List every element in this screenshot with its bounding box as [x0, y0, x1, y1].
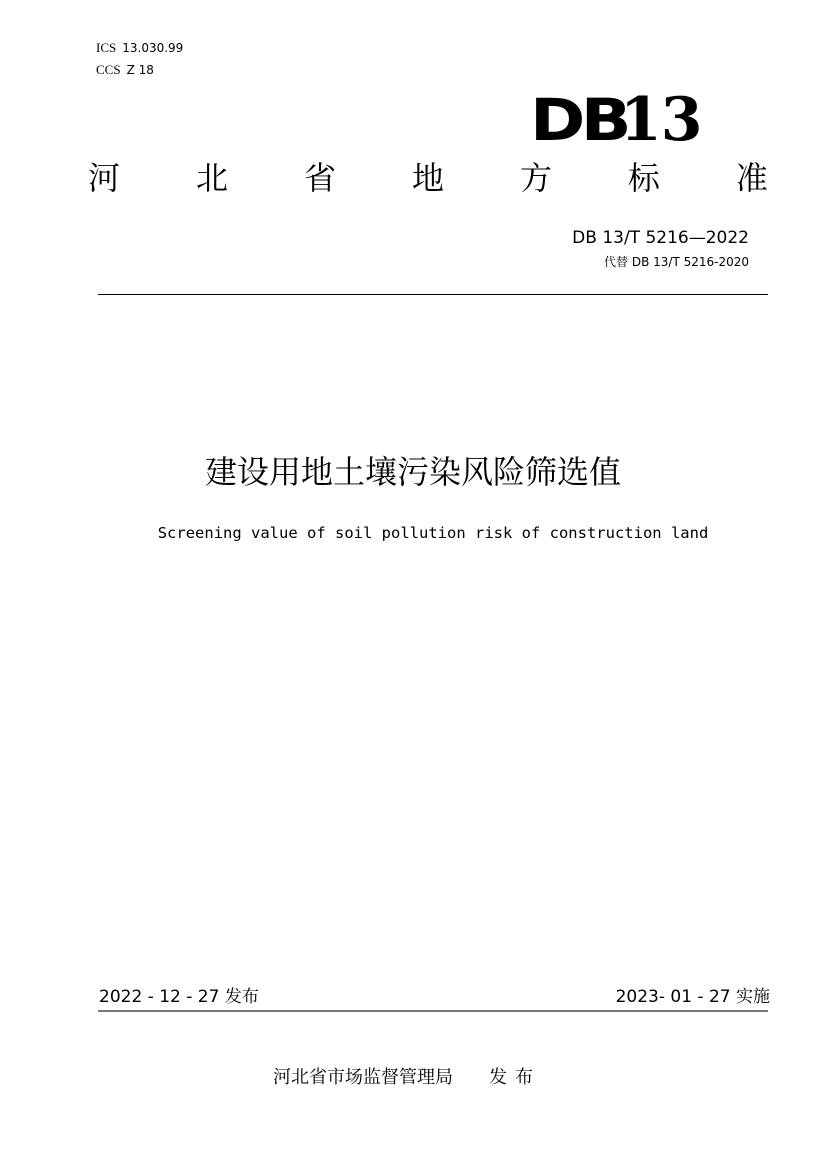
standard-type-char: 北 — [195, 159, 228, 197]
ccs-value: Z 18 — [126, 63, 154, 77]
document-title-english: Screening value of soil pollution risk of construction land — [157, 524, 709, 542]
ics-code — [96, 41, 183, 55]
document-title-chinese: 建设用地土壤污染风险筛选值 — [204, 453, 621, 491]
standard-number: DB 13/T 5216—2022 — [572, 228, 749, 248]
issuer-action: 发布 — [489, 1067, 541, 1088]
ccs-label: CCS — [96, 62, 121, 77]
ics-value: 13.030.99 — [122, 41, 184, 55]
standard-type-char: 标 — [627, 159, 660, 197]
replaces-standard: 代替 DB 13/T 5216-2020 — [604, 255, 749, 269]
ics-label: ICS — [96, 40, 117, 55]
standard-type-char: 省 — [303, 159, 336, 197]
publish-date: 2022 - 12 - 27 发布 — [99, 987, 259, 1007]
logo-letters: DB — [530, 86, 628, 154]
top-divider — [98, 294, 768, 295]
issuer-name: 河北省市场监督管理局 — [273, 1067, 453, 1088]
ccs-code — [96, 63, 154, 77]
standard-type-heading — [88, 158, 768, 198]
standard-type-char: 地 — [411, 159, 444, 197]
standard-type-char: 准 — [735, 159, 768, 197]
standard-type-char: 河 — [88, 159, 121, 197]
logo-number: 13 — [620, 85, 702, 155]
implement-date: 2023- 01 - 27 实施 — [615, 987, 770, 1007]
standard-type-char: 方 — [519, 159, 552, 197]
db13-logo — [530, 85, 702, 155]
bottom-divider — [98, 1010, 768, 1012]
issuing-authority — [273, 1067, 541, 1089]
